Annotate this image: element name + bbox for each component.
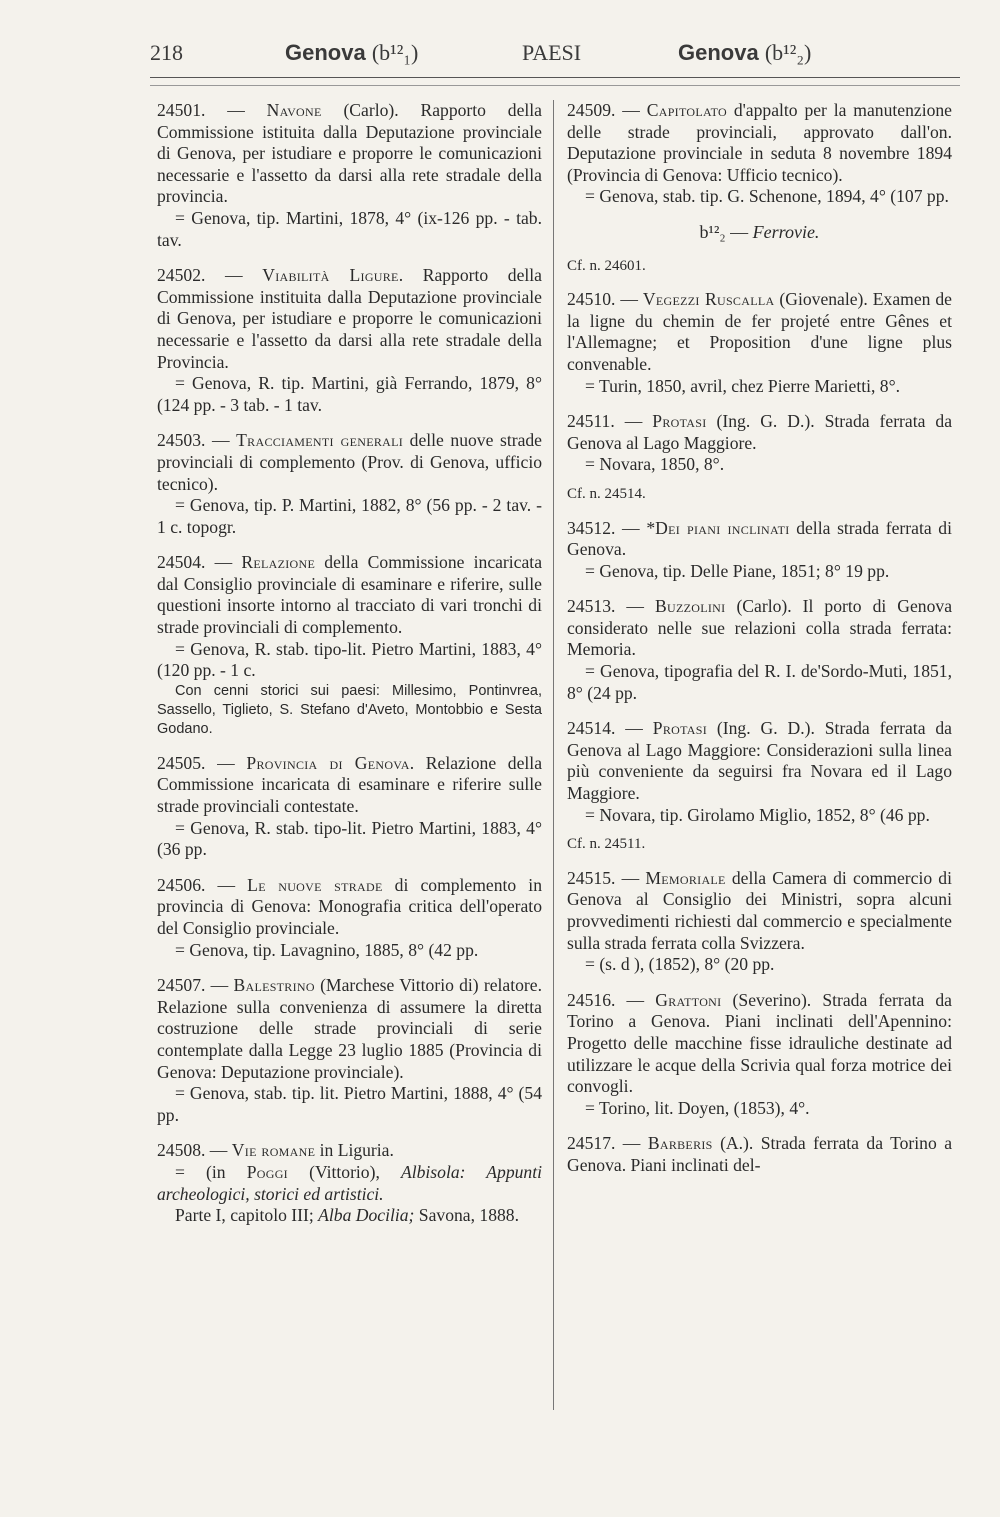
imprint: = Genova, R. stab. tipo-lit. Pietro Martini, 1883, 4° (36 pp. bbox=[157, 817, 542, 860]
entry-24513: 24513. — Buzzolini (Carlo). Il porto di Genova considerato nelle sue relazioni colla strada ferrata: Memoria. = Genova, tipografia del R. I. de'Sordo-Muti, 1851, 8° (24 pp. bbox=[567, 596, 952, 703]
imprint: = Genova, stab. tip. lit. Pietro Martini, 1888, 4° (54 pp. bbox=[157, 1083, 542, 1125]
subsection-heading: b¹²₂ — Ferrovie. bbox=[699, 221, 820, 242]
imprint: = Genova, tip. P. Martini, 1882, 8° (56 pp. - 2 tav. - 1 c. topogr. bbox=[157, 495, 542, 537]
column-divider bbox=[553, 100, 554, 1410]
running-head-right: Genova (b¹²₂) bbox=[678, 40, 812, 65]
imprint: = Genova, tip. Delle Piane, 1851; 8° 19 pp. bbox=[585, 560, 890, 581]
imprint-continued: Parte I, capitolo III; Alba Docilia; Savona, 1888. bbox=[175, 1205, 519, 1226]
imprint: = (s. d ), (1852), 8° (20 pp. bbox=[585, 954, 775, 975]
right-column bbox=[567, 100, 952, 1191]
entry-24503: 24503. — Tracciamenti generali delle nuove strade provinciali di complemento (Prov. di Genova, ufficio tecnico). = Genova, tip. P. Martini, 1882, 8° (56 pp. - 2 tav. - 1 c. topogr. bbox=[157, 430, 542, 537]
section-title: PAESI bbox=[522, 40, 582, 65]
entry-24504: 24504. — Relazione della Commissione incaricata dal Consiglio provinciale di esaminare e riferire, sulle questioni insorte intorno al tracciato di vari tronchi di strade provinciali di complemento. = Genova, R. stab. tipo-lit. Pietro Martini, 1883, 4° (120 pp. - 1 c. Con cenni storici sui paesi: Millesimo, Pontinvrea, Sassello, Tiglieto, S. Stefano d'Aveto, Montobbio e Sesta Godano. bbox=[157, 552, 542, 737]
cross-reference: Cf. n. 24514. bbox=[567, 485, 646, 502]
page-number: 218 bbox=[150, 40, 183, 65]
running-head-left: Genova (b¹²₁) bbox=[285, 40, 419, 65]
entry-24507: 24507. — Balestrino (Marchese Vittorio di) relatore. Relazione sulla convenienza di assumere la diretta costruzione delle strade provinciali di serie contemplate dalla Legge 23 luglio 1885 (Provincia di Genova: Deputazione provinciale). = Genova, stab. tip. lit. Pietro Martini, 1888, 4° (54 pp. bbox=[157, 975, 542, 1125]
entry-24506: 24506. — Le nuove strade di complemento in provincia di Genova: Monografia critica dell'operato del Consiglio provinciale. = Genova, tip. Lavagnino, 1885, 8° (42 pp. bbox=[157, 874, 542, 960]
imprint: = Torino, lit. Doyen, (1853), 4°. bbox=[585, 1097, 810, 1118]
entry-34512: 34512. — *Dei piani inclinati della strada ferrata di Genova. = Genova, tip. Delle Piane, 1851; 8° 19 pp. bbox=[567, 517, 952, 581]
imprint: = Turin, 1850, avril, chez Pierre Marietti, 8°. bbox=[585, 375, 901, 396]
header-rule bbox=[150, 77, 960, 78]
page-header bbox=[150, 40, 960, 76]
imprint: = (in Poggi (Vittorio), Albisola: Appunti archeologici, storici ed artistici. bbox=[157, 1161, 542, 1204]
imprint: = Genova, R. tip. Martini, già Ferrando, 1879, 8° (124 pp. - 3 tab. - 1 tav. bbox=[157, 373, 542, 415]
entry-24509: 24509. — Capitolato d'appalto per la manutenzione delle strade provinciali, approvato dall'on. Deputazione provinciale in seduta 8 novembre 1894 (Provincia di Genova: Ufficio tecnico). = Genova, stab. tip. G. Schenone, 1894, 4° (107 pp. bbox=[567, 100, 952, 207]
entry-24508: 24508. — Vie romane in Liguria. = (in Poggi (Vittorio), Albisola: Appunti archeologici, storici ed artistici. Parte I, capitolo III; Alba Docilia; Savona, 1888. bbox=[157, 1140, 542, 1226]
imprint: = Genova, stab. tip. G. Schenone, 1894, 4° (107 pp. bbox=[585, 186, 949, 207]
entry-24517: 24517. — Barberis (A.). Strada ferrata da Torino a Genova. Piani inclinati del- bbox=[567, 1133, 952, 1175]
entry-24505: 24505. — Provincia di Genova. Relazione della Commissione incaricata di esaminare e riferire sulle strade provinciali contestate. = Genova, R. stab. tipo-lit. Pietro Martini, 1883, 4° (36 pp. bbox=[157, 752, 543, 860]
imprint: = Genova, R. stab. tipo-lit. Pietro Martini, 1883, 4° (120 pp. - 1 c. bbox=[157, 638, 542, 681]
header-rule-thin bbox=[150, 85, 960, 86]
imprint: = Novara, tip. Girolamo Miglio, 1852, 8° (46 pp. bbox=[585, 804, 930, 825]
entry-24514: 24514. — Protasi (Ing. G. D.). Strada ferrata da Genova al Lago Maggiore: Considerazioni sulla linea più conveniente da seguirsi fra Novara ed il Lago Maggiore. = Novara, tip. Girolamo Miglio, 1852, 8° (46 pp. bbox=[567, 718, 952, 825]
entry-24510: 24510. — Vegezzi Ruscalla (Giovenale). Examen de la ligne du chemin de fer projeté entre Gênes et l'Allemagne; et Proposition d'une ligne plus convenable. = Turin, 1850, avril, chez Pierre Marietti, 8°. bbox=[567, 289, 952, 396]
cross-reference: Cf. n. 24511. bbox=[567, 836, 646, 853]
cross-reference: Cf. n. 24601. bbox=[567, 257, 646, 274]
entry-24516: 24516. — Grattoni (Severino). Strada ferrata da Torino a Genova. Piani inclinati dell'Apennino: Progetto delle macchine fisse idrauliche destinate ad utilizzare le acque della Scrivia qual forza motrice dei convogli. = Torino, lit. Doyen, (1853), 4°. bbox=[567, 989, 952, 1118]
entry-24501: 24501. — Navone (Carlo). Rapporto della Commissione istituita dalla Deputazione provinciale di Genova, per istudiare e proporre le comunicazioni necessarie e l'assetto da darsi alla rete stradale della provincia. = Genova, tip. Martini, 1878, 4° (ix-126 pp. - tab. tav. bbox=[157, 100, 542, 250]
entry-24502: 24502. — Viabilità Ligure. Rapporto della Commissione instituita dalla Deputazione provinciale di Genova, per istudiare e proporre le comunicazioni necessarie e l'assetto da darsi alla rete stradale della Provincia. = Genova, R. tip. Martini, già Ferrando, 1879, 8° (124 pp. - 3 tab. - 1 tav. bbox=[157, 265, 542, 415]
imprint: = Genova, tip. Lavagnino, 1885, 8° (42 pp. bbox=[175, 939, 479, 960]
entry-24511: 24511. — Protasi (Ing. G. D.). Strada ferrata da Genova al Lago Maggiore. = Novara, 1850, 8°. bbox=[567, 411, 953, 475]
imprint: = Novara, 1850, 8°. bbox=[585, 454, 725, 475]
imprint: = Genova, tip. Martini, 1878, 4° (ix-126 pp. - tab. tav. bbox=[157, 207, 542, 250]
imprint: = Genova, tipografia del R. I. de'Sordo-Muti, 1851, 8° (24 pp. bbox=[567, 661, 952, 703]
entry-note: Con cenni storici sui paesi: Millesimo, Pontinvrea, Sassello, Tiglieto, S. Stefano d'Aveto, Montobbio e Sesta Godano. bbox=[157, 682, 542, 737]
entry-24515: 24515. — Memoriale della Camera di commercio di Genova al Consiglio dei Ministri, sopra alcuni provvedimenti richiesti dal commercio e specialmente sulla strada ferrata colla Svizzera. = (s. d ), (1852), 8° (20 pp. bbox=[567, 867, 952, 975]
left-column bbox=[157, 100, 542, 1241]
